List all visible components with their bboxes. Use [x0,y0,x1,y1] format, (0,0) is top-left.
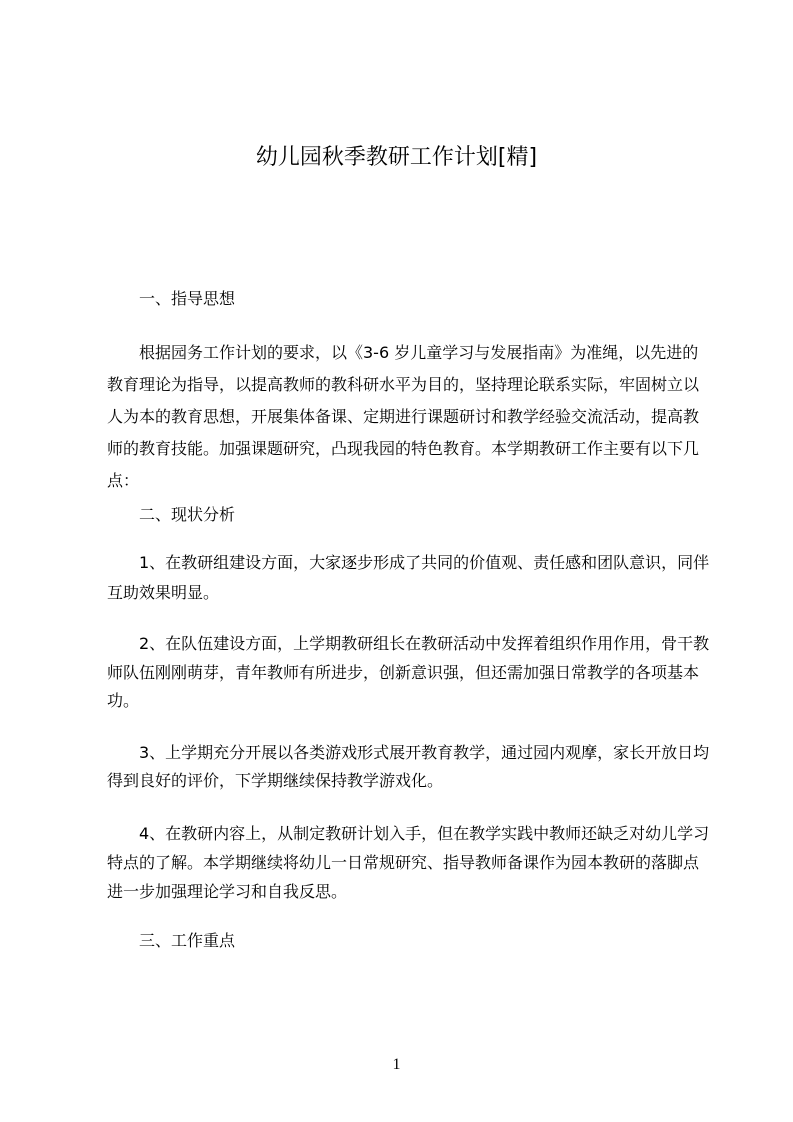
paragraph-line: 师队伍刚刚萌芽，青年教师有所进步，创新意识强，但还需加强日常教学的各项基本 [107,663,700,682]
paragraph-line: 2、在队伍建设方面，上学期教研组长在教研活动中发挥着组织作用作用，骨干教 [139,634,710,653]
paragraph-line: 1、在教研组建设方面，大家逐步形成了共同的价值观、责任感和团队意识，同伴 [139,553,710,572]
paragraph-line: 进一步加强理论学习和自我反思。 [107,882,348,901]
section-heading-work-focus: 三、工作重点 [139,931,236,950]
paragraph-line: 师的教育技能。加强课题研究，凸现我园的特色教育。本学期教研工作主要有以下几 [107,439,700,458]
paragraph-line: 得到良好的评价，下学期继续保持教学游戏化。 [107,771,444,790]
paragraph-line: 人为本的教育思想，开展集体备课、定期进行课题研讨和教学经验交流活动，提高教 [107,407,700,426]
paragraph-line: 功。 [107,691,140,710]
section-heading-status-analysis: 二、现状分析 [139,505,236,524]
section-heading-guiding-thought: 一、指导思想 [139,289,236,308]
paragraph-line: 教育理论为指导，以提高教师的教科研水平为目的，坚持理论联系实际，牢固树立以 [107,375,700,394]
paragraph-line: 特点的了解。本学期继续将幼儿一日常规研究、指导教师备课作为园本教研的落脚点 [107,853,700,872]
paragraph-line: 根据园务工作计划的要求，以《3-6 岁儿童学习与发展指南》为准绳，以先进的 [139,343,699,362]
paragraph-line: 点： [107,471,140,490]
paragraph-line: 3、上学期充分开展以各类游戏形式展开教育教学，通过园内观摩，家长开放日均 [139,743,710,762]
document-title: 幼儿园秋季教研工作计划[精] [255,145,538,170]
paragraph-line: 4、在教研内容上，从制定教研计划入手，但在教学实践中教师还缺乏对幼儿学习 [139,824,710,843]
page-number: 1 [392,1056,401,1073]
paragraph-line: 互助效果明显。 [107,583,220,602]
